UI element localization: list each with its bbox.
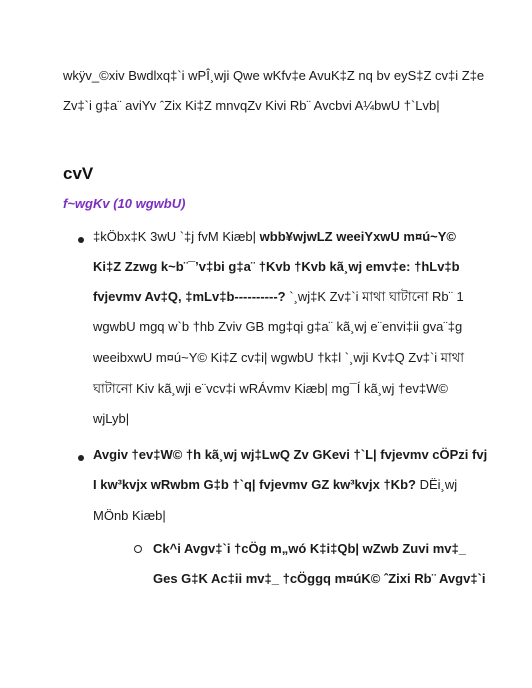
bullet1-line-1 xyxy=(93,229,456,245)
bullet1-line-2 xyxy=(93,259,460,275)
bullet2-line-3: MÖnb Kiæb| xyxy=(93,508,166,523)
bullet2-line-1 xyxy=(93,447,487,463)
sub-bullet-line-1: Ck^i Avgv‡`i †cÖg m„wó K‡i‡Qb| wZwb Zuvi mv‡_ xyxy=(153,541,466,556)
bullet2-line-1-bold: Avgiv †ev‡W© †h kã¸wj wj‡LwQ Zv GKevi †`L| fvjevmv cÖPzi fvj xyxy=(93,447,488,462)
bullet-dot-icon xyxy=(78,237,84,243)
bullet1-line-3-plain: `¸wj‡K Zv‡`i মাথা ঘাটানো Rb¨ 1 xyxy=(289,289,464,304)
bullet1-line-2-bold: Ki‡Z Zzwg k~b¨¯’v‡bi g‡a¨ †Kvb †Kvb kã¸wj emv‡e: †hLv‡b xyxy=(93,259,460,274)
bullet2-line-2 xyxy=(93,477,457,493)
intro-line-2: Zv‡`i g‡a¨ aviYv ˆZix Ki‡Z mnvqZv Kivi Rb¨ Avcbvi A¼bwU †`Lvb| xyxy=(63,98,440,113)
section-subtitle: f~wgKv (10 wgwbU) xyxy=(63,196,186,211)
sub-bullet-line-2: Ges G‡K Ac‡ii mv‡_ †cÖggq m¤úK© ˆZixi Rb¨ Avgv‡`i xyxy=(153,571,486,586)
bullet1-line-5: weeibxwU m¤ú~Y© Ki‡Z cv‡i| wgwbU †k‡l `¸wji Kv‡Q Zv‡`i মাথা xyxy=(93,350,464,365)
bullet1-line-1-plain: ‡kÖbx‡K 3wU `‡j fvM Kiæb| xyxy=(93,229,260,244)
bullet1-line-1-bold: wbb¥wjwLZ weeiYxwU m¤ú~Y© xyxy=(259,229,456,244)
section-title: cvV xyxy=(63,164,94,183)
bullet1-line-7: wjLyb| xyxy=(93,411,130,426)
bullet2-line-2-plain: DËi¸wj xyxy=(419,477,458,492)
bullet2-line-2-bold: I kw³kvjx wRwbm G‡b †`q| fvjevmv GZ kw³kvjx †Kb? xyxy=(93,477,420,492)
bullet1-line-3 xyxy=(93,289,464,305)
bullet1-line-4: wgwbU mgq w`b †hb Zviv GB mg‡qi g‡a¨ kã¸wj e¨envi‡ii gva¨‡g xyxy=(93,319,463,334)
sub-bullet-circle-icon xyxy=(134,545,142,553)
bullet-dot-icon xyxy=(78,455,84,461)
bullet1-line-3-bold: fvjevmv Av‡Q, ‡mLv‡b----------? xyxy=(93,289,290,304)
intro-line-1: wkÿv_©xiv Bwdlxq‡`i wPÎ¸wji Qwe wKfv‡e AvuK‡Z nq bv eyS‡Z cv‡i Z‡e xyxy=(63,68,485,83)
bullet1-line-6: ঘাটানো Kiv kã¸wji e¨vcv‡i wRÁvmv Kiæb| mg¯Í kã¸wj †ev‡W© xyxy=(93,381,448,396)
